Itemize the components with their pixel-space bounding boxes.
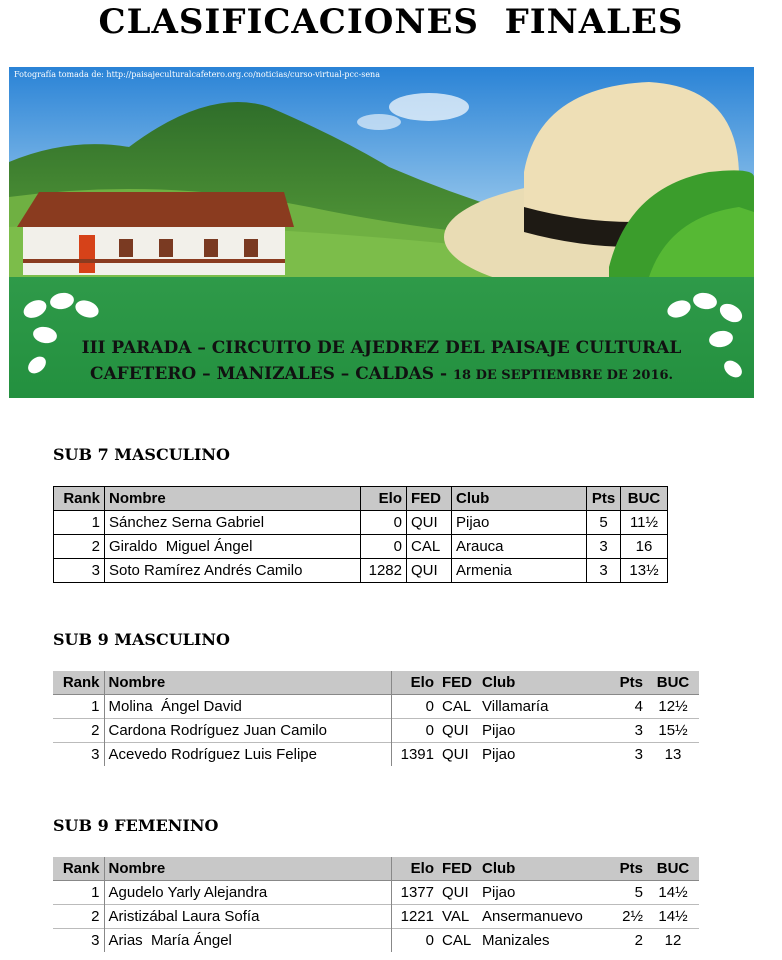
col-name-header: Nombre xyxy=(105,487,361,511)
club-cell: Armenia xyxy=(452,559,587,583)
name-cell: Arias María Ángel xyxy=(104,929,391,953)
col-pts-header: Pts xyxy=(587,487,621,511)
elo-cell: 1377 xyxy=(400,883,434,901)
pts-cell: 3 xyxy=(587,559,621,583)
banner-event-line2 xyxy=(9,363,754,387)
col-elo-header: Elo xyxy=(391,671,438,695)
table-row xyxy=(53,695,699,719)
col-name-header: Nombre xyxy=(104,857,391,881)
rank-cell: 2 xyxy=(53,719,104,743)
pts-cell: 4 xyxy=(634,697,643,715)
name-cell: Acevedo Rodríguez Luis Felipe xyxy=(104,743,391,767)
name-cell: Soto Ramírez Andrés Camilo xyxy=(105,559,361,583)
buc-cell: 14½ xyxy=(647,905,699,929)
col-name-header: Nombre xyxy=(104,671,391,695)
pts-cell: 3 xyxy=(607,719,647,743)
col-pts-header: Pts xyxy=(607,671,647,695)
buc-cell: 11½ xyxy=(621,511,668,535)
col-rank-header: Rank xyxy=(53,857,104,881)
table-row xyxy=(53,881,699,905)
col-buc-header: BUC xyxy=(647,671,699,695)
results-table-sub9-masculino xyxy=(53,671,699,766)
col-fed-header: FED xyxy=(438,857,478,881)
table-header-row xyxy=(54,487,668,511)
col-elo-header: Elo xyxy=(391,857,438,881)
buc-cell: 13½ xyxy=(621,559,668,583)
elo-cell: 0 xyxy=(391,929,438,953)
fed-cell: QUI xyxy=(438,743,478,767)
col-elo-header: Elo xyxy=(361,487,407,511)
rank-cell: 1 xyxy=(53,881,104,905)
table-row xyxy=(53,905,699,929)
section-title-sub9-masculino: SUB 9 MASCULINO xyxy=(53,630,230,649)
name-cell: Aristizábal Laura Sofía xyxy=(104,905,391,929)
elo-cell: 0 xyxy=(425,697,434,715)
elo-cell: 1282 xyxy=(361,559,407,583)
buc-cell: 12 xyxy=(647,929,699,953)
fed-cell: QUI xyxy=(407,511,452,535)
buc-cell: 16 xyxy=(621,535,668,559)
col-buc-header: BUC xyxy=(621,487,668,511)
table-row xyxy=(54,535,668,559)
rank-cell: 2 xyxy=(54,535,105,559)
table-header-row xyxy=(53,671,699,695)
fed-cell: CAL xyxy=(407,535,452,559)
fed-cell: CAL xyxy=(442,697,472,715)
rank-cell: 3 xyxy=(53,929,104,953)
col-club-header: Club xyxy=(478,671,607,695)
banner-event-line1: III PARADA – CIRCUITO DE AJEDREZ DEL PAISAJE CULTURAL xyxy=(81,338,682,358)
col-pts-header: Pts xyxy=(607,857,647,881)
fed-cell: CAL xyxy=(438,929,478,953)
name-cell: Cardona Rodríguez Juan Camilo xyxy=(104,719,391,743)
col-rank-header: Rank xyxy=(54,487,105,511)
rank-cell: 3 xyxy=(53,743,104,767)
fed-cell: QUI xyxy=(438,719,478,743)
results-table-sub7-masculino xyxy=(53,486,668,583)
section-title-sub7-masculino: SUB 7 MASCULINO xyxy=(53,445,230,464)
table-row xyxy=(54,559,668,583)
elo-cell: 0 xyxy=(391,719,438,743)
rank-cell: 1 xyxy=(54,511,105,535)
rank-cell: 1 xyxy=(53,695,104,719)
banner-event-location: CAFETERO – MANIZALES – CALDAS - xyxy=(89,364,448,384)
table-row xyxy=(54,511,668,535)
results-table-sub9-femenino xyxy=(53,857,699,952)
club-cell: Pijao xyxy=(452,511,587,535)
buc-cell: 13 xyxy=(647,743,699,767)
fed-cell: QUI xyxy=(407,559,452,583)
col-fed-header: FED xyxy=(438,671,478,695)
col-club-header: Club xyxy=(452,487,587,511)
club-cell: Pijao xyxy=(478,719,607,743)
buc-cell: 12½ xyxy=(658,697,688,715)
fed-cell: VAL xyxy=(438,905,478,929)
fed-cell: QUI xyxy=(442,883,469,901)
buc-cell: 15½ xyxy=(647,719,699,743)
pts-cell: 2½ xyxy=(607,905,647,929)
name-cell: Giraldo Miguel Ángel xyxy=(105,535,361,559)
banner-event-date: 18 DE SEPTIEMBRE DE 2016. xyxy=(452,368,674,383)
club-cell: Manizales xyxy=(478,929,607,953)
pts-cell: 2 xyxy=(607,929,647,953)
table-row xyxy=(53,719,699,743)
buc-cell: 14½ xyxy=(658,883,688,901)
elo-cell: 1391 xyxy=(391,743,438,767)
rank-cell: 2 xyxy=(53,905,104,929)
col-buc-header: BUC xyxy=(647,857,699,881)
club-cell: Pijao xyxy=(482,883,516,901)
pts-cell: 3 xyxy=(607,743,647,767)
col-rank-header: Rank xyxy=(53,671,104,695)
landscape-photo xyxy=(9,67,754,277)
table-header-row xyxy=(53,857,699,881)
event-banner xyxy=(9,67,754,398)
table-row xyxy=(53,929,699,953)
page-title: CLASIFICACIONES FINALES xyxy=(98,2,684,42)
table-row xyxy=(53,743,699,767)
photo-credit: Fotografía tomada de: http://paisajeculturalcafetero.org.co/noticias/curso-virtual-pcc-sena xyxy=(14,70,380,79)
club-cell: Ansermanuevo xyxy=(478,905,607,929)
elo-cell: 1221 xyxy=(391,905,438,929)
club-cell: Pijao xyxy=(478,743,607,767)
pts-cell: 5 xyxy=(587,511,621,535)
pts-cell: 3 xyxy=(587,535,621,559)
club-cell: Villamaría xyxy=(482,697,549,715)
name-cell: Molina Ángel David xyxy=(104,695,391,719)
pts-cell: 5 xyxy=(634,883,643,901)
rank-cell: 3 xyxy=(54,559,105,583)
section-title-sub9-femenino: SUB 9 FEMENINO xyxy=(53,816,219,835)
elo-cell: 0 xyxy=(361,535,407,559)
club-cell: Arauca xyxy=(452,535,587,559)
name-cell: Agudelo Yarly Alejandra xyxy=(104,881,391,905)
col-club-header: Club xyxy=(478,857,607,881)
name-cell: Sánchez Serna Gabriel xyxy=(105,511,361,535)
col-fed-header: FED xyxy=(407,487,452,511)
elo-cell: 0 xyxy=(361,511,407,535)
